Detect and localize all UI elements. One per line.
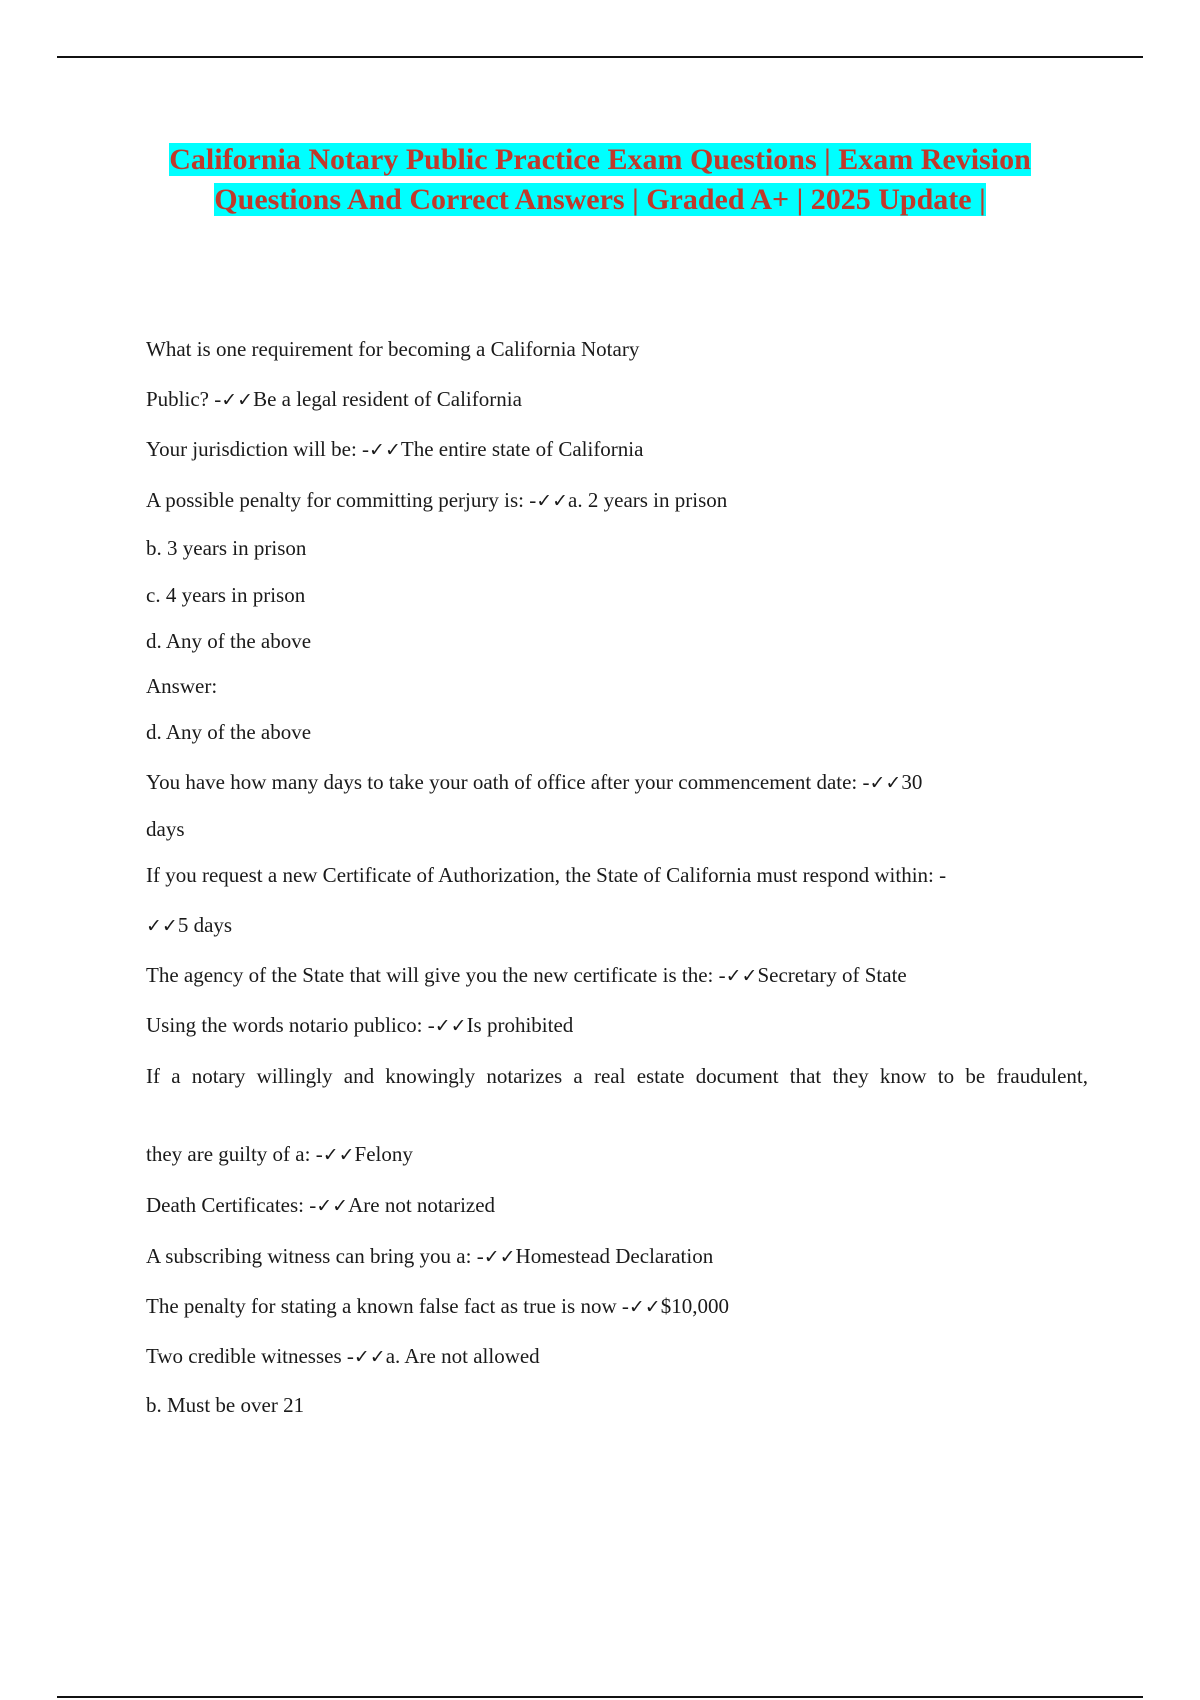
question-answer-line: The penalty for stating a known false fact as true is now -✓✓$10,000 bbox=[146, 1294, 729, 1318]
question-answer-line: Your jurisdiction will be: -✓✓The entire state of California bbox=[146, 437, 644, 461]
checkmark-icon: ✓✓ bbox=[725, 965, 758, 987]
question-answer-line: Public? -✓✓Be a legal resident of California bbox=[146, 387, 522, 411]
checkmark-icon: ✓✓ bbox=[316, 1195, 349, 1217]
bottom-rule bbox=[57, 1696, 1143, 1698]
checkmark-icon: ✓✓ bbox=[536, 490, 569, 512]
checkmark-icon: ✓✓ bbox=[221, 389, 254, 411]
option-line: b. Must be over 21 bbox=[146, 1393, 305, 1417]
checkmark-icon: ✓✓ bbox=[369, 439, 401, 461]
question-answer-line: The agency of the State that will give you the new certificate is the: -✓✓Secretary of State bbox=[146, 963, 907, 987]
question-answer-line: A subscribing witness can bring you a: -✓✓Homestead Declaration bbox=[146, 1244, 714, 1268]
checkmark-icon: ✓✓ bbox=[483, 1246, 516, 1268]
checkmark-icon: ✓✓ bbox=[353, 1346, 386, 1368]
answer-label: Answer: bbox=[146, 674, 218, 698]
question-answer-line: Death Certificates: -✓✓Are not notarized bbox=[146, 1193, 496, 1217]
title-line-2: Questions And Correct Answers | Graded A+ | 2025 Update | bbox=[214, 183, 986, 216]
option-line: b. 3 years in prison bbox=[146, 536, 307, 560]
answer-value: d. Any of the above bbox=[146, 720, 312, 744]
title-line-1: California Notary Public Practice Exam Questions | Exam Revision bbox=[169, 143, 1031, 176]
question-answer-line: Using the words notario publico: -✓✓Is prohibited bbox=[146, 1013, 574, 1037]
option-line: c. 4 years in prison bbox=[146, 583, 306, 607]
question-text: What is one requirement for becoming a California Notary bbox=[146, 337, 640, 361]
question-text: If you request a new Certificate of Authorization, the State of California must respond within: - bbox=[146, 863, 947, 887]
top-rule bbox=[57, 56, 1143, 58]
question-answer-line: You have how many days to take your oath of office after your commencement date: -✓✓30 bbox=[146, 770, 923, 794]
checkmark-icon: ✓✓ bbox=[869, 772, 902, 794]
document-title bbox=[60, 140, 1140, 220]
answer-line: ✓✓5 days bbox=[146, 913, 233, 937]
question-answer-line: they are guilty of a: -✓✓Felony bbox=[146, 1142, 413, 1166]
question-answer-line: Two credible witnesses -✓✓a. Are not allowed bbox=[146, 1344, 540, 1368]
checkmark-icon: ✓✓ bbox=[628, 1296, 661, 1318]
answer-continuation: days bbox=[146, 817, 185, 841]
question-answer-line: A possible penalty for committing perjury is: -✓✓a. 2 years in prison bbox=[146, 488, 728, 512]
checkmark-icon: ✓✓ bbox=[434, 1015, 467, 1037]
option-line: d. Any of the above bbox=[146, 629, 312, 653]
checkmark-icon: ✓✓ bbox=[322, 1144, 355, 1166]
question-text: If a notary willingly and knowingly notarizes a real estate document that they know to be fraudulent, bbox=[146, 1064, 1088, 1088]
checkmark-icon: ✓✓ bbox=[146, 915, 178, 937]
